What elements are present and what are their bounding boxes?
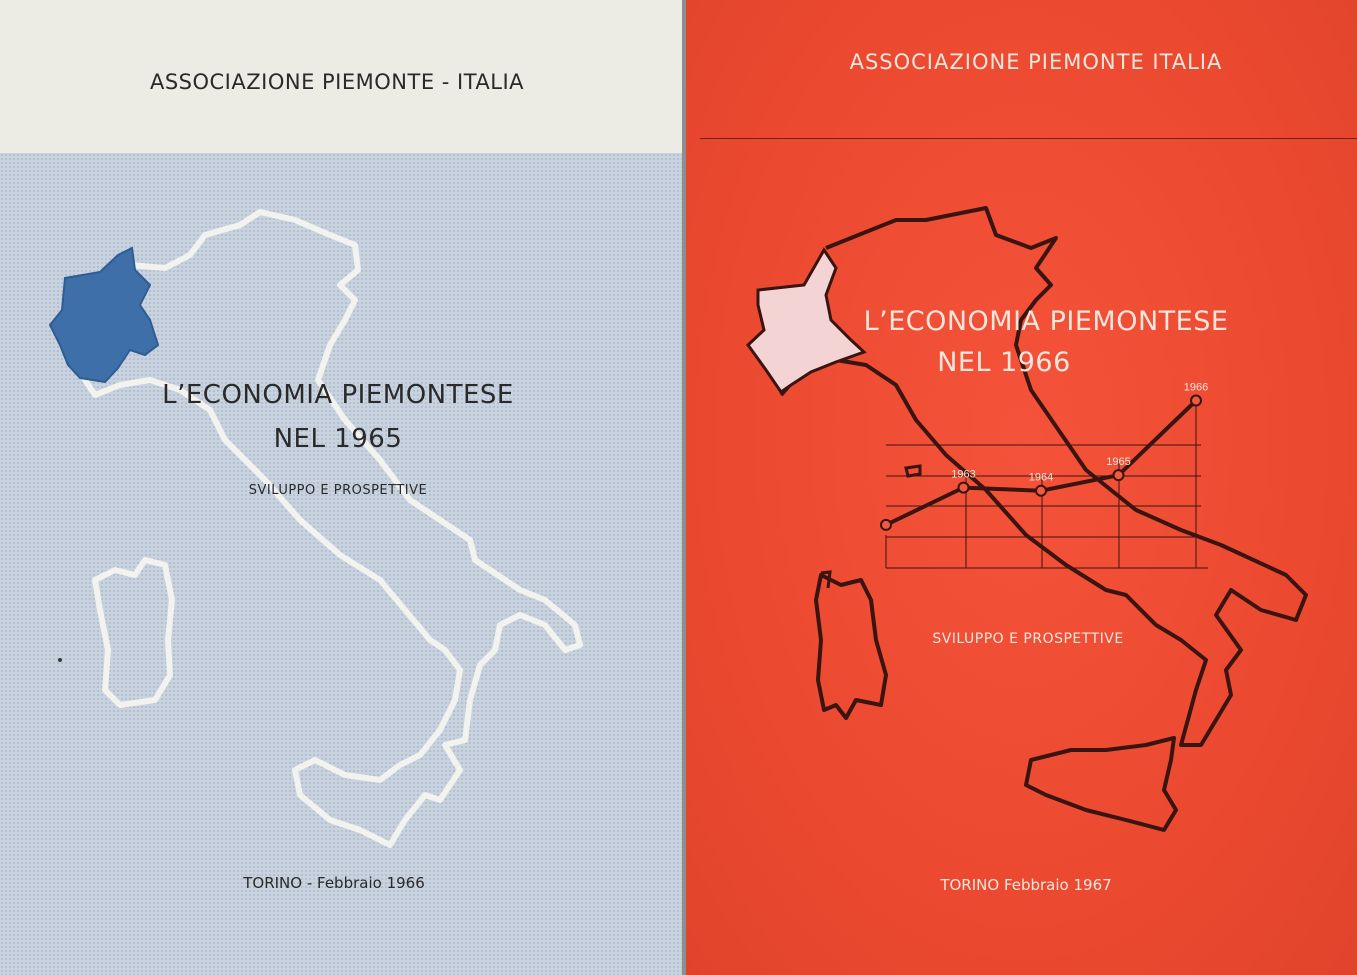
data-label: 1965 (1106, 456, 1131, 469)
sicily-outline (1026, 738, 1176, 830)
publisher-name: ASSOCIAZIONE PIEMONTE ITALIA (849, 50, 1223, 74)
data-point (881, 520, 891, 530)
book-imprint: TORINO - Febbraio 1966 (243, 874, 425, 892)
chart-marks (881, 382, 1208, 530)
italy-map-outline (686, 0, 1357, 975)
data-label: 1963 (951, 468, 976, 481)
data-point (1191, 396, 1201, 406)
publisher-name: ASSOCIAZIONE PIEMONTE - ITALIA (149, 70, 525, 94)
data-label: 1964 (1028, 471, 1054, 484)
book-subtitle: SVILUPPO E PROSPETTIVE (932, 631, 1124, 647)
data-point (1114, 470, 1124, 480)
islet-outline (906, 466, 920, 476)
book-cover-1966 (686, 0, 1357, 975)
book-subtitle: SVILUPPO E PROSPETTIVE (248, 483, 428, 498)
book-title-line1: L’ECONOMIA PIEMONTESE (863, 306, 1229, 337)
book-title-line2: NEL 1965 (273, 424, 403, 454)
data-label: 1966 (1183, 381, 1209, 394)
data-point (959, 483, 969, 493)
italy-outline (85, 212, 580, 845)
sardinia-outline (95, 560, 172, 705)
data-point (1036, 486, 1046, 496)
book-title-line1: L’ECONOMIA PIEMONTESE (162, 380, 514, 410)
book-imprint: TORINO Febbraio 1967 (940, 876, 1112, 894)
book-title-line2: NEL 1966 (937, 347, 1071, 378)
speck (58, 658, 62, 662)
